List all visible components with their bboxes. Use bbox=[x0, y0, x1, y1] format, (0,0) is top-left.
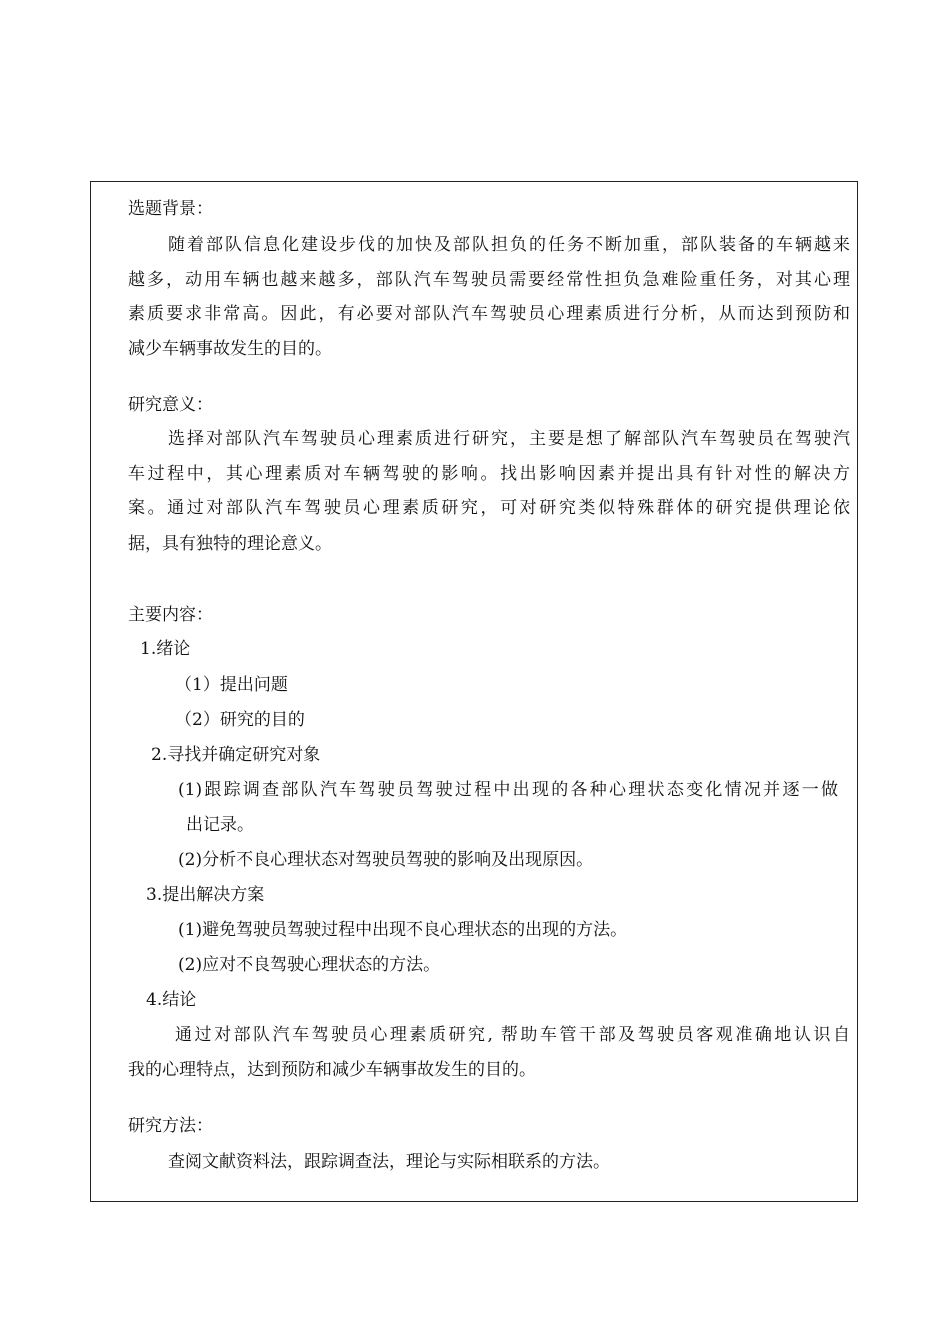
content-item-1-sub-1: （1）提出问题 bbox=[175, 675, 288, 695]
background-line-2: 越多，动用车辆也越来越多，部队汽车驾驶员需要经常性担负急难险重任务，对其心理 bbox=[128, 270, 850, 290]
significance-line-4: 据，具有独特的理论意义。 bbox=[128, 534, 332, 554]
content-item-2-sub-2: (2)分析不良心理状态对驾驶员驾驶的影响及出现原因。 bbox=[178, 850, 594, 870]
significance-line-3: 案。通过对部队汽车驾驶员心理素质研究，可对研究类似特殊群体的研究提供理论依 bbox=[128, 498, 850, 518]
content-heading: 主要内容： bbox=[128, 605, 213, 625]
background-heading: 选题背景： bbox=[128, 199, 213, 219]
background-line-4: 减少车辆事故发生的目的。 bbox=[128, 339, 332, 359]
content-item-3-sub-2: (2)应对不良驾驶心理状态的方法。 bbox=[178, 955, 441, 975]
content-item-3: 3.提出解决方案 bbox=[146, 885, 265, 905]
background-line-3: 素质要求非常高。因此，有必要对部队汽车驾驶员心理素质进行分析，从而达到预防和 bbox=[128, 304, 850, 324]
methods-heading: 研究方法： bbox=[128, 1116, 213, 1136]
methods-line: 查阅文献资料法，跟踪调查法，理论与实际相联系的方法。 bbox=[168, 1152, 610, 1172]
significance-line-2: 车过程中，其心理素质对车辆驾驶的影响。找出影响因素并提出具有针对性的解决方 bbox=[128, 464, 850, 484]
background-line-1: 随着部队信息化建设步伐的加快及部队担负的任务不断加重，部队装备的车辆越来 bbox=[168, 235, 850, 255]
content-item-1: 1.绪论 bbox=[140, 639, 191, 659]
significance-line-1: 选择对部队汽车驾驶员心理素质进行研究，主要是想了解部队汽车驾驶员在驾驶汽 bbox=[168, 429, 850, 449]
content-item-4-line-1: 通过对部队汽车驾驶员心理素质研究, 帮助车管干部及驾驶员客观准确地认识自 bbox=[175, 1025, 850, 1045]
content-item-4: 4.结论 bbox=[146, 990, 197, 1010]
significance-heading: 研究意义： bbox=[128, 395, 213, 415]
content-item-2-sub-1-line-2: 出记录。 bbox=[186, 815, 254, 835]
content-item-2: 2.寻找并确定研究对象 bbox=[151, 745, 321, 765]
content-item-2-sub-1-line-1: (1)跟踪调查部队汽车驾驶员驾驶过程中出现的各种心理状态变化情况并逐一做 bbox=[178, 780, 838, 800]
content-item-3-sub-1: (1)避免驾驶员驾驶过程中出现不良心理状态的出现的方法。 bbox=[178, 920, 628, 940]
content-item-1-sub-2: （2）研究的目的 bbox=[175, 710, 305, 730]
content-item-4-line-2: 我的心理特点，达到预防和减少车辆事故发生的目的。 bbox=[128, 1060, 536, 1080]
